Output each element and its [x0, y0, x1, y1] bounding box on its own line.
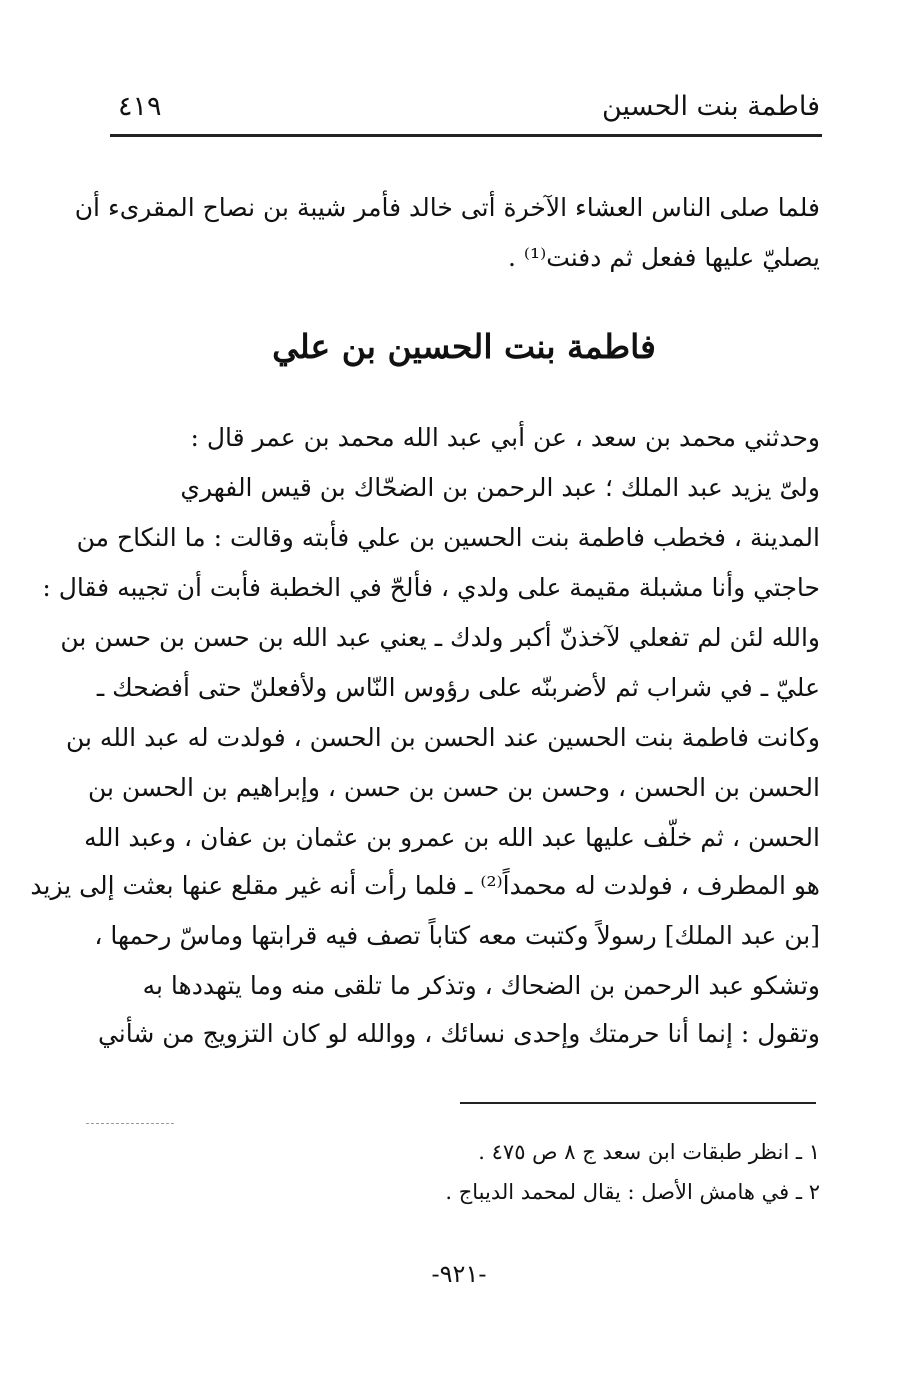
body-line: ولىّ يزيد عبد الملك ؛ عبد الرحمن بن الضحّاك بن قيس الفهري [180, 473, 820, 502]
body-line: عليّ ـ في شراب ثم لأضربنّه على رؤوس النّاس ولأفعلنّ حتى أفضحك ـ [96, 673, 820, 702]
body-line: والله لئن لم تفعلي لآخذنّ أكبر ولدك ـ يعني عبد الله بن حسن بن حسن بن [60, 623, 820, 652]
body-line: الحسن بن الحسن ، وحسن بن حسن بن حسن ، وإبراهيم بن الحسن بن [87, 773, 820, 802]
page-number-top: ٤١٩ [118, 91, 162, 122]
body-line: حاجتي وأنا مشبلة مقيمة على ولدي ، فألحّ في الخطبة فأبت أن تجيبه فقال : [42, 573, 820, 602]
body-line: وكانت فاطمة بنت الحسين عند الحسن بن الحسن ، فولدت له عبد الله بن [65, 723, 820, 752]
page-header [108, 84, 820, 134]
section-heading: فاطمة بنت الحسين بن علي [272, 327, 656, 366]
body-line: المدينة ، فخطب فاطمة بنت الحسين بن علي فأبته وقالت : ما النكاح من [76, 523, 820, 552]
margin-mark [86, 1123, 174, 1124]
header-rule [110, 134, 822, 137]
page-number-bottom: -٩٢١- [431, 1260, 487, 1288]
body-line: فلما صلى الناس العشاء الآخرة أتى خالد فأمر شيبة بن نصاح المقرىء أن [74, 193, 820, 222]
body-line: وتشكو عبد الرحمن بن الضحاك ، وتذكر ما تلقى منه وما يتهددها به [142, 971, 820, 1000]
footnote: ٢ ـ في هامش الأصل : يقال لمحمد الديباج . [445, 1180, 820, 1204]
running-title: فاطمة بنت الحسين [602, 91, 820, 122]
footnote-separator [460, 1102, 816, 1104]
body-line: [بن عبد الملك] رسولاً وكتبت معه كتاباً تصف فيه قرابتها وماسّ رحمها ، [94, 921, 820, 950]
body-line: الحسن ، ثم خلّف عليها عبد الله بن عمرو بن عثمان بن عفان ، وعبد الله [84, 823, 820, 852]
footnote: ١ ـ انظر طبقات ابن سعد ج ٨ ص ٤٧٥ . [478, 1140, 820, 1164]
body-line: هو المطرف ، فولدت له محمداً⁽²⁾ ـ فلما رأت أنه غير مقلع عنها بعثت إلى يزيد [30, 871, 820, 900]
body-line: وحدثني محمد بن سعد ، عن أبي عبد الله محمد بن عمر قال : [190, 423, 820, 452]
body-line: يصليّ عليها ففعل ثم دفنت⁽¹⁾ . [508, 243, 820, 272]
body-line: وتقول : إنما أنا حرمتك وإحدى نسائك ، ووالله لو كان التزويج من شأني [97, 1019, 820, 1048]
